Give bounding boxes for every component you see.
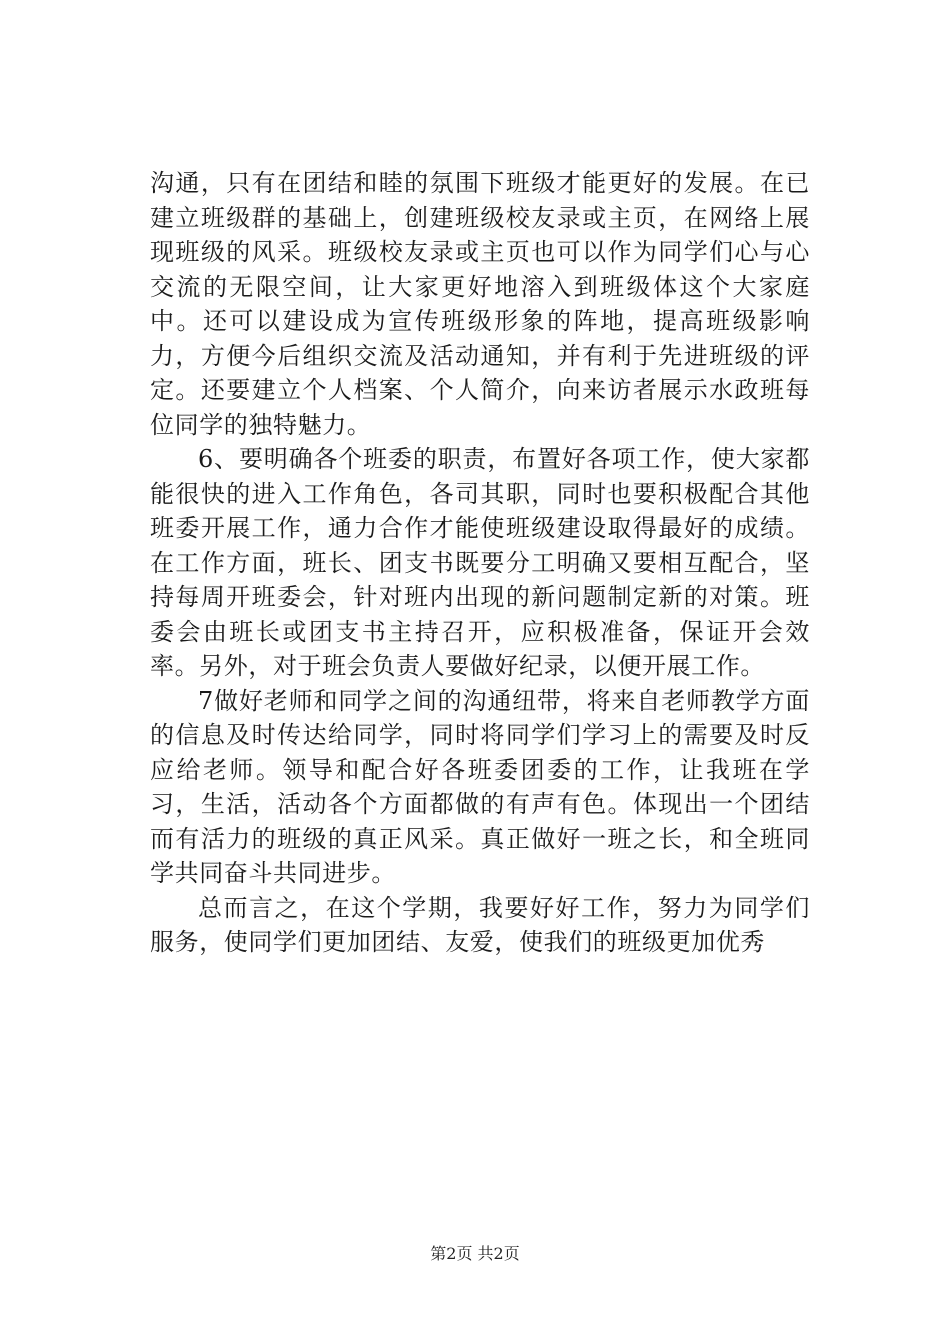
paragraph-conclusion: 总而言之，在这个学期，我要好好工作，努力为同学们服务，使同学们更加团结、友爱，使我们的班级更加优秀 bbox=[150, 893, 810, 956]
document-body bbox=[150, 166, 810, 960]
page-number-footer: 第2页 共2页 bbox=[430, 1244, 520, 1263]
paragraph-item-6: 6、要明确各个班委的职责，布置好各项工作，使大家都能很快的进入工作角色，各司其职，同时也要积极配合其他班委开展工作，通力合作才能使班级建设取得最好的成绩。在工作方面，班长、团支书既要分工明确又要相互配合，坚持每周开班委会，针对班内出现的新问题制定新的对策。班委会由班长或团支书主持召开，应积极准备，保证开会效率。另外，对于班会负责人要做好纪录，以便开展工作。 bbox=[150, 445, 810, 680]
paragraph-communication: 沟通，只有在团结和睦的氛围下班级才能更好的发展。在已建立班级群的基础上，创建班级校友录或主页，在网络上展现班级的风采。班级校友录或主页也可以作为同学们心与心交流的无限空间，让大家更好地溶入到班级体这个大家庭中。还可以建设成为宣传班级形象的阵地，提高班级影响力，方便今后组织交流及活动通知，并有利于先进班级的评定。还要建立个人档案、个人简介，向来访者展示水政班每位同学的独特魅力。 bbox=[150, 169, 810, 439]
paragraph-item-7: 7做好老师和同学之间的沟通纽带，将来自老师教学方面的信息及时传达给同学，同时将同学们学习上的需要及时反应给老师。领导和配合好各班委团委的工作，让我班在学习，生活，活动各个方面都做的有声有色。体现出一个团结而有活力的班级的真正风采。真正做好一班之长，和全班同学共同奋斗共同进步。 bbox=[150, 686, 810, 887]
